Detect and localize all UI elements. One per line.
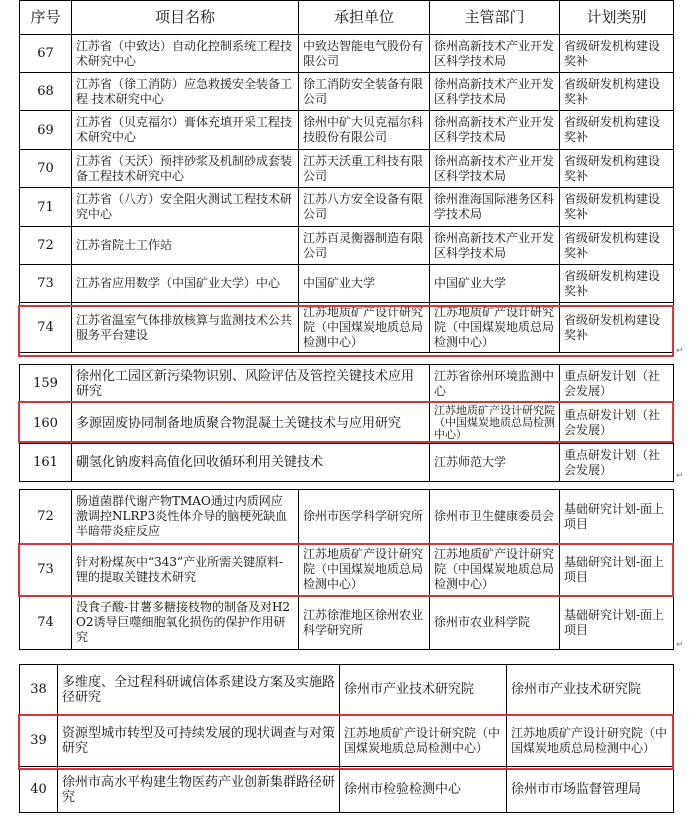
cell-name: 江苏省（徐工消防）应急救援安全装备工程 技术研究中心	[72, 73, 299, 111]
cell-seq: 40	[20, 767, 58, 813]
header-unit: 承担单位	[299, 1, 430, 35]
cell-dept: 徐州市产业技术研究院	[507, 665, 674, 715]
cell-name: 徐州化工园区新污染物识别、风险评估及管控关键技术应用研究	[72, 365, 430, 403]
header-category: 计划类别	[560, 1, 674, 35]
table-row	[20, 444, 674, 482]
table-row	[20, 111, 674, 150]
cell-seq: 68	[20, 73, 72, 111]
cell-dept: 徐州高新技术产业开发区科学技术局	[430, 35, 560, 73]
cell-category: 重点研发计划（社会发展）	[560, 444, 674, 482]
cell-dept: 中国矿业大学	[430, 265, 560, 303]
paragraph-mark-icon: ↵	[676, 346, 684, 356]
table-row	[20, 35, 674, 73]
table-row	[20, 490, 674, 544]
cell-name: 多维度、全过程科研诚信体系建设方案及实施路径研究	[58, 665, 340, 715]
table-row	[20, 265, 674, 303]
cell-name: 针对粉煤灰中“343”产业所需关键原料-锂的提取关键技术研究	[72, 544, 299, 596]
cell-name: 江苏省（中致达）自动化控制系统工程技术研究中心	[72, 35, 299, 73]
table-key-rd-projects	[19, 364, 674, 482]
table-row-highlighted	[20, 303, 674, 353]
cell-seq: 71	[20, 188, 72, 227]
table-row	[20, 188, 674, 227]
cell-unit: 江苏八方安全设备有限公司	[299, 188, 430, 227]
cell-dept: 江苏地质矿产设计研究院（中国煤炭地质总局检测中心）	[430, 403, 560, 444]
table-row	[20, 150, 674, 188]
cell-unit: 中致达智能电气股份有限公司	[299, 35, 430, 73]
cell-seq: 69	[20, 111, 72, 150]
cell-unit: 徐州中矿大贝克福尔科技股份有限公司	[299, 111, 430, 150]
table-row	[20, 227, 674, 265]
cell-dept: 江苏师范大学	[430, 444, 560, 482]
header-seq: 序号	[20, 1, 72, 35]
table-basic-research	[19, 489, 674, 650]
cell-name: 江苏省温室气体排放核算与监测技术公共服务平台建设	[72, 303, 299, 353]
cell-category: 省级研发机构建设奖补	[560, 265, 674, 303]
cell-seq: 160	[20, 403, 72, 444]
cell-name: 江苏省（天沃）预拌砂浆及机制砂成套装备工程技术研究中心	[72, 150, 299, 188]
cell-dept: 徐州高新技术产业开发区科学技术局	[430, 150, 560, 188]
cell-category: 省级研发机构建设奖补	[560, 111, 674, 150]
paragraph-mark-icon: ↵	[676, 471, 684, 481]
table-row	[20, 365, 674, 403]
cell-category: 重点研发计划（社会发展）	[560, 403, 674, 444]
cell-category: 省级研发机构建设奖补	[560, 150, 674, 188]
cell-category: 重点研发计划（社会发展）	[560, 365, 674, 403]
header-name: 项目名称	[72, 1, 299, 35]
cell-unit: 江苏地质矿产设计研究院（中国煤炭地质总局检测中心）	[340, 715, 507, 767]
cell-seq: 73	[20, 544, 72, 596]
table-soft-science	[19, 664, 674, 813]
cell-unit: 江苏天沃重工科技有限公司	[299, 150, 430, 188]
cell-seq: 161	[20, 444, 72, 482]
cell-seq: 74	[20, 303, 72, 353]
cell-category: 省级研发机构建设奖补	[560, 303, 674, 353]
cell-name: 硼氢化钠废料高值化回收循环利用关键技术	[72, 444, 430, 482]
cell-dept: 江苏省徐州环境监测中心	[430, 365, 560, 403]
table-row	[20, 767, 674, 813]
cell-dept: 徐州高新技术产业开发区科学技术局	[430, 73, 560, 111]
cell-seq: 159	[20, 365, 72, 403]
cell-dept: 徐州淮海国际港务区科学技术局	[430, 188, 560, 227]
cell-dept: 徐州市卫生健康委员会	[430, 490, 560, 544]
cell-seq: 70	[20, 150, 72, 188]
cell-unit: 徐州市产业技术研究院	[340, 665, 507, 715]
cell-name: 徐州市高水平构建生物医药产业创新集群路径研究	[58, 767, 340, 813]
table-research-institutions	[19, 0, 674, 353]
cell-category: 省级研发机构建设奖补	[560, 227, 674, 265]
cell-unit: 江苏地质矿产设计研究院（中国煤炭地质总局检测中心）	[299, 303, 430, 353]
cell-dept: 江苏地质矿产设计研究院（中国煤炭地质总局检测中心）	[507, 715, 674, 767]
cell-dept: 徐州高新技术产业开发区科学技术局	[430, 227, 560, 265]
cell-dept: 徐州市市场监督管理局	[507, 767, 674, 813]
cell-dept: 江苏地质矿产设计研究院（中国煤炭地质总局检测中心）	[430, 303, 560, 353]
cell-seq: 39	[20, 715, 58, 767]
cell-unit: 中国矿业大学	[299, 265, 430, 303]
cell-unit: 江苏百灵衡器制造有限公司	[299, 227, 430, 265]
cell-seq: 74	[20, 596, 72, 650]
cell-category: 省级研发机构建设奖补	[560, 188, 674, 227]
table-row	[20, 665, 674, 715]
cell-seq: 67	[20, 35, 72, 73]
cell-name: 肠道菌群代谢产物TMAO通过内质网应激调控NLRP3炎性体介导的脑梗死缺血半暗带炎症反应	[72, 490, 299, 544]
cell-seq: 72	[20, 227, 72, 265]
table-row-highlighted	[20, 715, 674, 767]
cell-name: 资源型城市转型及可持续发展的现状调查与对策研究	[58, 715, 340, 767]
cell-dept: 江苏地质矿产设计研究院（中国煤炭地质总局检测中心）	[430, 544, 560, 596]
cell-seq: 38	[20, 665, 58, 715]
table-row	[20, 596, 674, 650]
cell-category: 省级研发机构建设奖补	[560, 35, 674, 73]
cell-unit: 徐州市检验检测中心	[340, 767, 507, 813]
cell-seq: 72	[20, 490, 72, 544]
paragraph-mark-icon: ↵	[676, 640, 684, 650]
cell-name: 江苏省应用数学（中国矿业大学）中心	[72, 265, 299, 303]
cell-category: 基础研究计划-面上项目	[560, 596, 674, 650]
cell-dept: 徐州市农业科学院	[430, 596, 560, 650]
cell-name: 江苏省（贝克福尔）膏体充填开采工程技术研究中心	[72, 111, 299, 150]
header-dept: 主管部门	[430, 1, 560, 35]
cell-unit: 徐工消防安全装备有限公司	[299, 73, 430, 111]
cell-name: 江苏省（八方）安全阻火测试工程技术研究中心	[72, 188, 299, 227]
table-row	[20, 73, 674, 111]
table-row-highlighted	[20, 403, 674, 444]
cell-category: 基础研究计划-面上项目	[560, 490, 674, 544]
cell-name: 多源固废协同制备地质聚合物混凝土关键技术与应用研究	[72, 403, 430, 444]
cell-unit: 徐州市医学科学研究所	[299, 490, 430, 544]
cell-seq: 73	[20, 265, 72, 303]
table-row-highlighted	[20, 544, 674, 596]
cell-name: 没食子酸-甘薯多糖接枝物的制备及对H2O2诱导巨噬细胞氧化损伤的保护作用研究	[72, 596, 299, 650]
cell-category: 基础研究计划-面上项目	[560, 544, 674, 596]
cell-name: 江苏省院士工作站	[72, 227, 299, 265]
cell-category: 省级研发机构建设奖补	[560, 73, 674, 111]
cell-unit: 江苏地质矿产设计研究院（中国煤炭地质总局检测中心）	[299, 544, 430, 596]
cell-unit: 江苏徐淮地区徐州农业科学研究所	[299, 596, 430, 650]
cell-dept: 徐州高新技术产业开发区科学技术局	[430, 111, 560, 150]
